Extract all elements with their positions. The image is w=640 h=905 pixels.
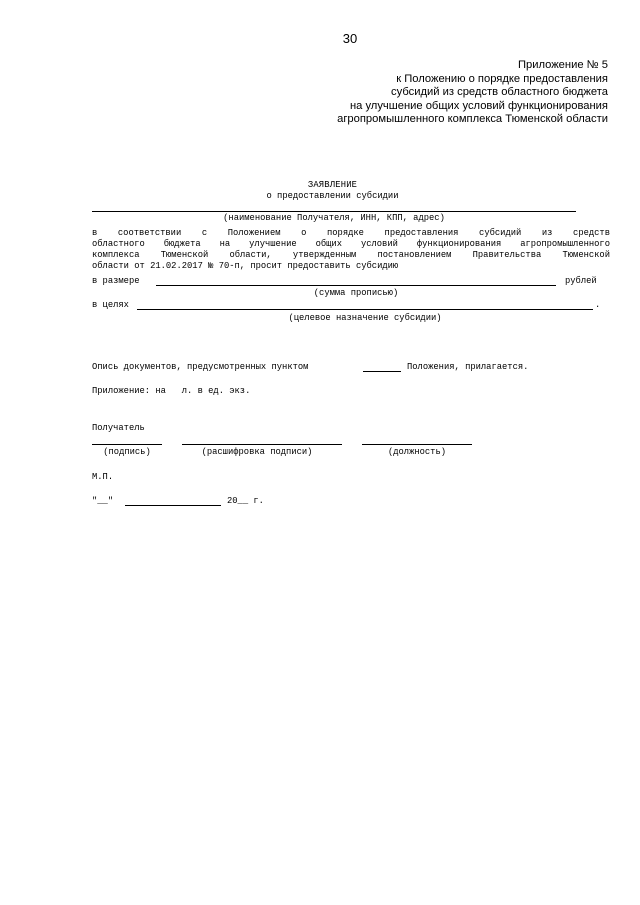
- date-year: 20__ г.: [227, 496, 264, 506]
- amount-unit: рублей: [565, 276, 597, 286]
- page-number: 30: [342, 31, 358, 46]
- body-line: в соответствии с Положением о порядке предоставления субсидий из средств: [92, 228, 610, 238]
- signature-line: [92, 444, 162, 445]
- form-title-block: [0, 180, 640, 202]
- purpose-label: в целях: [92, 300, 129, 310]
- appendix-line: к Положению о порядке предоставления: [396, 72, 608, 85]
- appendix-line: субсидий из средств областного бюджета: [391, 86, 608, 99]
- body-line: областного бюджета на улучшение общих условий функционирования агропромышленного: [92, 239, 610, 249]
- form-subtitle: о предоставлении субсидии: [266, 191, 399, 201]
- body-paragraph: [92, 228, 610, 272]
- signature-decode-line: [182, 444, 342, 445]
- purpose-end: .: [595, 300, 601, 310]
- recipient-label: Получатель: [92, 423, 145, 433]
- recipient-caption: (наименование Получателя, ИНН, КПП, адрес): [223, 213, 445, 223]
- appendix-line: Приложение № 5: [517, 59, 608, 71]
- docs-clause-line: [363, 371, 401, 372]
- stamp-label: М.П.: [92, 472, 114, 482]
- date-month-line: [125, 505, 221, 506]
- signature-caption: (подпись): [103, 447, 151, 457]
- body-line: области от 21.02.2017 № 70-п, просит предоставить субсидию: [92, 261, 399, 271]
- position-caption: (должность): [387, 447, 447, 457]
- amount-label: в размере: [92, 276, 140, 286]
- appendix-line: агропромышленного комплекса Тюменской области: [337, 113, 608, 126]
- docs-prefix: Опись документов, предусмотренных пунктом: [92, 362, 309, 372]
- body-line: комплекса Тюменской области, утвержденным постановлением Правительства Тюменской: [92, 250, 610, 260]
- recipient-line: [92, 211, 576, 212]
- docs-suffix: Положения, прилагается.: [407, 362, 529, 372]
- amount-caption: (сумма прописью): [313, 288, 399, 298]
- signature-decode-caption: (расшифровка подписи): [201, 447, 313, 457]
- appendix-header: [337, 59, 608, 127]
- amount-line: [156, 285, 556, 286]
- purpose-caption: (целевое назначение субсидии): [288, 313, 442, 323]
- purpose-line: [137, 309, 593, 310]
- date-day: "__": [92, 496, 114, 506]
- attachment-line: Приложение: на л. в ед. экз.: [92, 386, 251, 396]
- form-title: ЗАЯВЛЕНИЕ: [307, 180, 358, 190]
- appendix-line: на улучшение общих условий функционирования: [349, 99, 608, 112]
- position-line: [362, 444, 472, 445]
